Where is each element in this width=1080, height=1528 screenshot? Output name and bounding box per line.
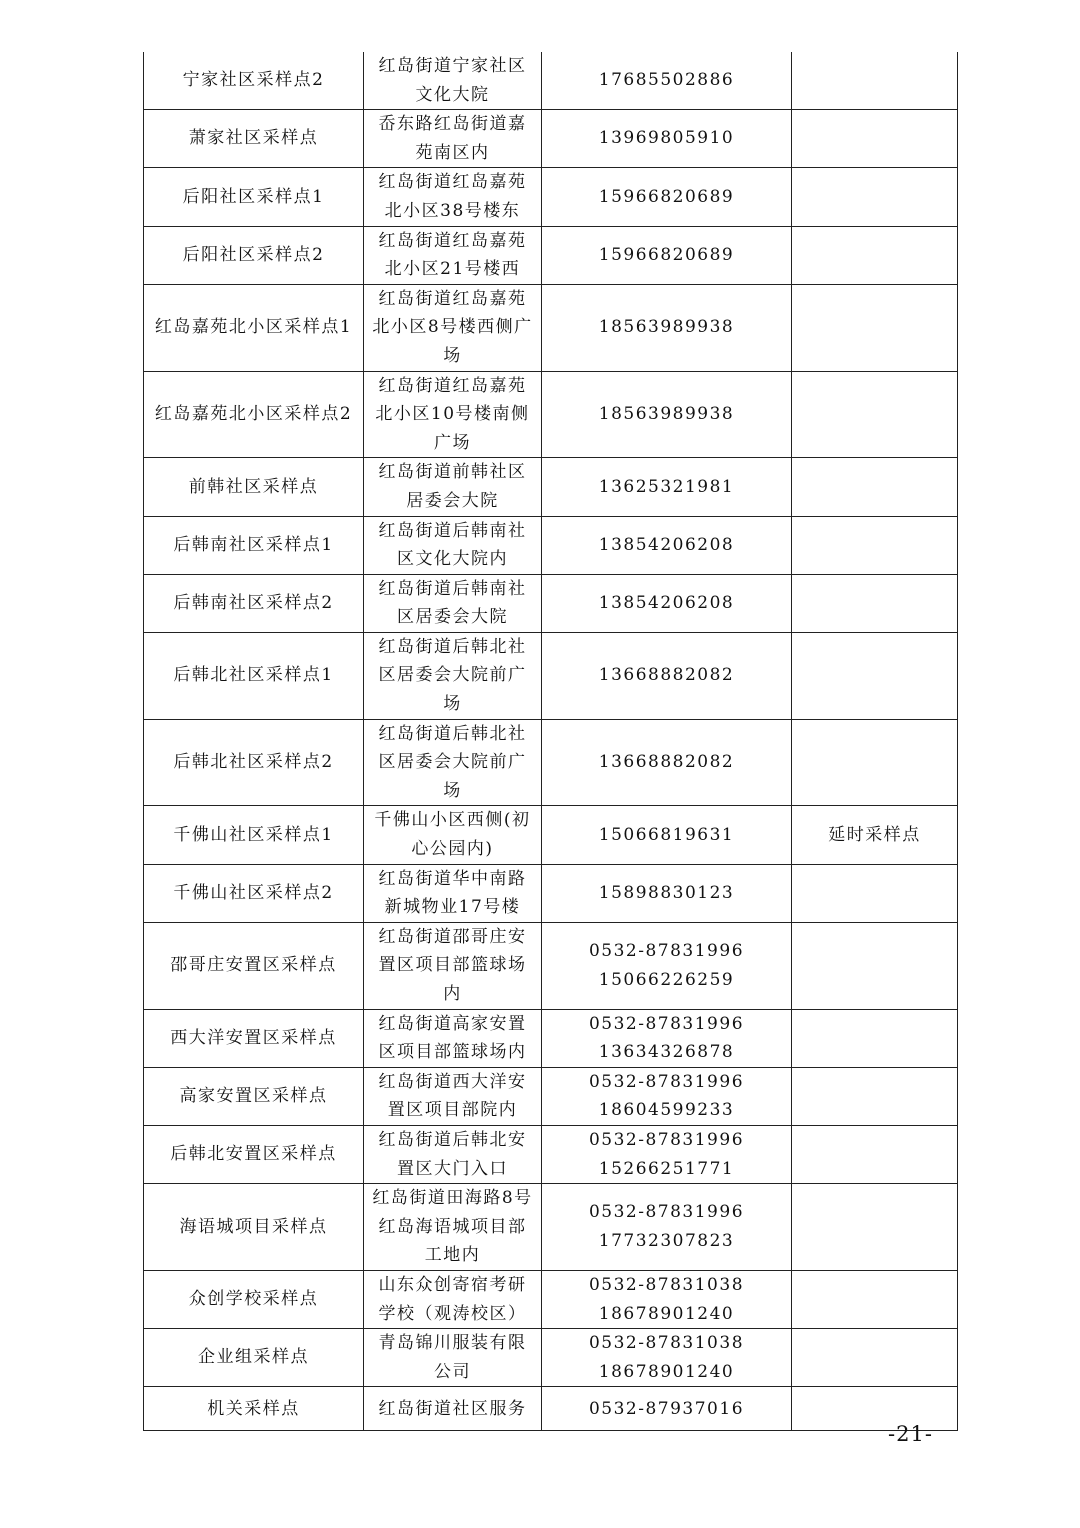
table-row [144, 458, 958, 516]
contact-phone-cell [542, 371, 792, 458]
table-row [144, 284, 958, 371]
contact-phone-cell [542, 226, 792, 284]
contact-phone-cell [542, 864, 792, 922]
contact-phone-cell [542, 1329, 792, 1387]
remark-cell [792, 1125, 958, 1183]
table-row [144, 516, 958, 574]
phone-number: 0532-87831038 [588, 1274, 745, 1295]
site-address-cell: 红岛街道高家安置区项目部篮球场内 [364, 1009, 542, 1067]
phone-number: 0532-87831996 [588, 1071, 745, 1092]
table-row [144, 371, 958, 458]
phone-number: 15966820689 [598, 244, 735, 265]
phone-number: 13668882082 [598, 752, 735, 773]
contact-phone-cell [542, 719, 792, 806]
contact-phone-cell [542, 1067, 792, 1125]
site-address-cell: 红岛街道华中南路新城物业17号楼 [364, 864, 542, 922]
site-name-cell: 邵哥庄安置区采样点 [144, 922, 364, 1009]
site-address-cell: 红岛街道宁家社区文化大院 [364, 52, 542, 110]
table-row [144, 168, 958, 226]
phone-number: 18678901240 [598, 1303, 735, 1324]
contact-phone-cell [542, 52, 792, 110]
table-row [144, 922, 958, 1009]
phone-number: 13668882082 [598, 665, 735, 686]
phone-number: 0532-87831996 [588, 1129, 745, 1150]
table-row [144, 1067, 958, 1125]
table-row [144, 1009, 958, 1067]
contact-phone-cell [542, 516, 792, 574]
remark-cell [792, 719, 958, 806]
table-row [144, 806, 958, 864]
table-row [144, 632, 958, 719]
site-name-cell: 后韩北安置区采样点 [144, 1125, 364, 1183]
site-address-cell: 红岛街道后韩南社区居委会大院 [364, 574, 542, 632]
site-name-cell: 后韩北社区采样点2 [144, 719, 364, 806]
remark-cell [792, 574, 958, 632]
contact-phone-cell [542, 1125, 792, 1183]
table-row [144, 226, 958, 284]
table-row [144, 1270, 958, 1328]
site-name-cell: 高家安置区采样点 [144, 1067, 364, 1125]
phone-number: 13634326878 [598, 1042, 735, 1063]
contact-phone-cell [542, 1184, 792, 1271]
phone-number: 13854206208 [598, 534, 735, 555]
phone-number: 0532-87831038 [588, 1333, 745, 1354]
phone-number: 18563989938 [598, 317, 735, 338]
phone-number: 18563989938 [598, 404, 735, 425]
table-row [144, 1329, 958, 1387]
site-address-cell: 红岛街道社区服务 [364, 1387, 542, 1431]
phone-number: 18678901240 [598, 1361, 735, 1382]
phone-number: 15966820689 [598, 186, 735, 207]
site-address-cell: 红岛街道邵哥庄安置区项目部篮球场内 [364, 922, 542, 1009]
table-row [144, 864, 958, 922]
table-row [144, 1184, 958, 1271]
phone-number: 17685502886 [598, 70, 735, 91]
remark-cell [792, 1067, 958, 1125]
contact-phone-cell [542, 284, 792, 371]
phone-number: 0532-87831996 [588, 941, 745, 962]
remark-cell [792, 632, 958, 719]
site-address-cell: 山东众创寄宿考研学校（观涛校区） [364, 1270, 542, 1328]
contact-phone-cell [542, 922, 792, 1009]
remark-cell [792, 1184, 958, 1271]
table-row [144, 719, 958, 806]
site-name-cell: 红岛嘉苑北小区采样点1 [144, 284, 364, 371]
site-name-cell: 后阳社区采样点2 [144, 226, 364, 284]
site-name-cell: 萧家社区采样点 [144, 110, 364, 168]
site-address-cell: 红岛街道红岛嘉苑北小区8号楼西侧广场 [364, 284, 542, 371]
remark-cell [792, 168, 958, 226]
site-name-cell: 众创学校采样点 [144, 1270, 364, 1328]
remark-cell: 延时采样点 [792, 806, 958, 864]
table-row [144, 52, 958, 110]
site-name-cell: 海语城项目采样点 [144, 1184, 364, 1271]
site-name-cell: 宁家社区采样点2 [144, 52, 364, 110]
site-address-cell: 青岛锦川服装有限公司 [364, 1329, 542, 1387]
remark-cell [792, 52, 958, 110]
site-name-cell: 红岛嘉苑北小区采样点2 [144, 371, 364, 458]
remark-cell [792, 922, 958, 1009]
table-row [144, 110, 958, 168]
site-name-cell: 千佛山社区采样点2 [144, 864, 364, 922]
site-name-cell: 后韩南社区采样点2 [144, 574, 364, 632]
remark-cell [792, 516, 958, 574]
site-address-cell: 红岛街道红岛嘉苑北小区21号楼西 [364, 226, 542, 284]
phone-number: 13625321981 [598, 476, 735, 497]
contact-phone-cell [542, 806, 792, 864]
contact-phone-cell [542, 458, 792, 516]
phone-number: 0532-87831996 [588, 1013, 745, 1034]
site-address-cell: 红岛街道红岛嘉苑北小区38号楼东 [364, 168, 542, 226]
site-name-cell: 企业组采样点 [144, 1329, 364, 1387]
site-address-cell: 红岛街道后韩南社区文化大院内 [364, 516, 542, 574]
page-number: -21- [888, 1422, 933, 1446]
contact-phone-cell [542, 574, 792, 632]
site-name-cell: 后阳社区采样点1 [144, 168, 364, 226]
site-address-cell: 红岛街道后韩北社区居委会大院前广场 [364, 719, 542, 806]
remark-cell [792, 864, 958, 922]
phone-number: 15898830123 [598, 882, 735, 903]
phone-number: 15066226259 [598, 969, 735, 990]
site-address-cell: 岙东路红岛街道嘉苑南区内 [364, 110, 542, 168]
phone-number: 13969805910 [598, 128, 735, 149]
site-address-cell: 红岛街道西大洋安置区项目部院内 [364, 1067, 542, 1125]
site-address-cell: 红岛街道前韩社区居委会大院 [364, 458, 542, 516]
contact-phone-cell [542, 168, 792, 226]
phone-number: 15266251771 [598, 1158, 735, 1179]
site-name-cell: 后韩南社区采样点1 [144, 516, 364, 574]
table-row [144, 574, 958, 632]
site-name-cell: 机关采样点 [144, 1387, 364, 1431]
site-name-cell: 千佛山社区采样点1 [144, 806, 364, 864]
contact-phone-cell [542, 1270, 792, 1328]
contact-phone-cell [542, 632, 792, 719]
table-row [144, 1387, 958, 1431]
phone-number: 13854206208 [598, 592, 735, 613]
site-name-cell: 西大洋安置区采样点 [144, 1009, 364, 1067]
phone-number: 0532-87831996 [588, 1202, 745, 1223]
table-row [144, 1125, 958, 1183]
remark-cell [792, 226, 958, 284]
phone-number: 18604599233 [598, 1100, 735, 1121]
remark-cell [792, 110, 958, 168]
contact-phone-cell [542, 110, 792, 168]
site-address-cell: 千佛山小区西侧(初心公园内) [364, 806, 542, 864]
site-address-cell: 红岛街道红岛嘉苑北小区10号楼南侧广场 [364, 371, 542, 458]
contact-phone-cell [542, 1009, 792, 1067]
remark-cell [792, 1329, 958, 1387]
contact-phone-cell [542, 1387, 792, 1431]
site-address-cell: 红岛街道后韩北安置区大门入口 [364, 1125, 542, 1183]
site-address-cell: 红岛街道田海路8号红岛海语城项目部工地内 [364, 1184, 542, 1271]
site-name-cell: 后韩北社区采样点1 [144, 632, 364, 719]
remark-cell [792, 1270, 958, 1328]
remark-cell [792, 371, 958, 458]
remark-cell [792, 284, 958, 371]
sampling-sites-table [143, 52, 958, 1431]
site-name-cell: 前韩社区采样点 [144, 458, 364, 516]
phone-number: 17732307823 [598, 1231, 735, 1252]
site-address-cell: 红岛街道后韩北社区居委会大院前广场 [364, 632, 542, 719]
phone-number: 0532-87937016 [588, 1398, 745, 1419]
remark-cell [792, 458, 958, 516]
remark-cell [792, 1009, 958, 1067]
phone-number: 15066819631 [598, 824, 735, 845]
